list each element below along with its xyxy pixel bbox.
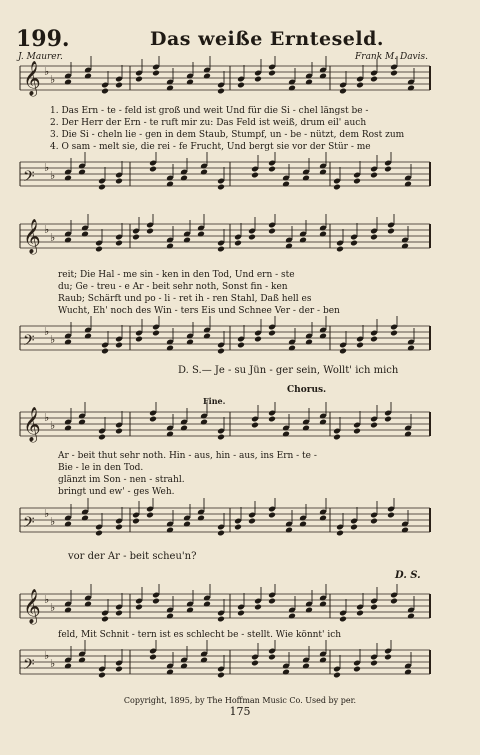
bass-clef-icon: 𝄢 [23, 656, 35, 677]
verse-line: Wucht, Eh' noch des Win - ters Eis und Schnee Ver - der - ben [58, 306, 340, 316]
verse-line: glänzt im Son - nen - strahl. [58, 475, 185, 485]
verse-line: Raub; Schärft und po - li - ret ih - ren Stahl, Daß hell es [58, 294, 312, 304]
note-head [152, 598, 160, 605]
note-head [336, 530, 344, 537]
note-head [115, 342, 123, 349]
flat-icon: ♭ [44, 325, 50, 338]
note-head [336, 246, 344, 253]
note-head [268, 166, 276, 173]
note-head [101, 616, 109, 623]
note-head [356, 610, 364, 617]
flat-icon: ♭ [44, 161, 50, 174]
note-head [237, 82, 245, 89]
note-head [251, 422, 259, 429]
treble-clef-icon: 𝄞 [23, 61, 41, 96]
verse-line: bringt und ew' - ges Weh. [58, 487, 175, 497]
verse-line: du; Ge - treu - e Ar - beit sehr noth, Sonst fin - ken [58, 282, 288, 292]
note-head [251, 172, 259, 179]
staff-bass-1 [0, 152, 480, 200]
note-head [149, 654, 157, 661]
note-head [101, 88, 109, 95]
note-head [333, 184, 341, 191]
note-head [356, 82, 364, 89]
staff-treble-1 [0, 56, 480, 104]
note-head [217, 672, 225, 679]
note-head [115, 610, 123, 617]
note-head [356, 342, 364, 349]
note-head [217, 88, 225, 95]
flat-icon: ♭ [50, 601, 56, 614]
note-head [115, 240, 123, 247]
staff-bass-2 [0, 316, 480, 364]
composer: Frank M. Davis. [355, 52, 428, 62]
note-head [237, 610, 245, 617]
verse-line: reit; Die Hal - me sin - ken in den Tod, Und ern - ste [58, 270, 295, 280]
note-head [353, 178, 361, 185]
note-head [353, 666, 361, 673]
note-head [387, 228, 395, 235]
note-head [370, 422, 378, 429]
note-head [146, 228, 154, 235]
note-head [237, 342, 245, 349]
note-head [149, 416, 157, 423]
note-head [149, 166, 157, 173]
note-head [248, 518, 256, 525]
note-head [370, 604, 378, 611]
verse-line: 1. Das Ern - te - feld ist groß und weit Und für die Si - chel längst be - [50, 106, 369, 116]
note-head [95, 530, 103, 537]
chorus-lower-line: vor der Ar - beit scheu'n? [68, 551, 197, 562]
note-head [152, 70, 160, 77]
staff-treble-4 [0, 584, 480, 634]
flat-icon: ♭ [50, 657, 56, 670]
bass-clef-icon: 𝄢 [23, 168, 35, 189]
staff-bass-3 [0, 498, 480, 550]
note-head [135, 336, 143, 343]
note-head [390, 70, 398, 77]
staff-bass-4 [0, 640, 480, 692]
note-head [254, 604, 262, 611]
flat-icon: ♭ [50, 73, 56, 86]
fine-label: Fine. [203, 396, 226, 406]
note-head [248, 234, 256, 241]
note-head [353, 428, 361, 435]
treble-clef-icon: 𝄞 [23, 219, 41, 254]
note-head [115, 524, 123, 531]
note-head [152, 330, 160, 337]
note-head [268, 70, 276, 77]
note-head [234, 524, 242, 531]
note-head [217, 434, 225, 441]
hymn-number: 199. [16, 26, 70, 52]
note-head [339, 88, 347, 95]
flat-icon: ♭ [50, 231, 56, 244]
note-head [268, 512, 276, 519]
note-head [370, 172, 378, 179]
note-head [333, 672, 341, 679]
bass-clef-icon: 𝄢 [23, 514, 35, 535]
ds-mark: D. S. [395, 570, 421, 581]
flat-icon: ♭ [44, 411, 50, 424]
flat-icon: ♭ [50, 333, 56, 346]
note-head [370, 660, 378, 667]
verse-line: 2. Der Herr der Ern - te ruft mir zu: Das Feld ist weiß, drum eil' auch [50, 118, 367, 128]
note-head [95, 246, 103, 253]
verse-line: 4. O sam - melt sie, die rei - fe Frucht, Und bergt sie vor der Stür - me [50, 142, 371, 152]
note-head [390, 598, 398, 605]
note-head [217, 348, 225, 355]
treble-clef-icon: 𝄞 [23, 589, 41, 624]
note-head [370, 76, 378, 83]
note-head [333, 434, 341, 441]
note-head [268, 598, 276, 605]
flat-icon: ♭ [50, 515, 56, 528]
note-head [339, 348, 347, 355]
note-head [387, 512, 395, 519]
note-head [217, 616, 225, 623]
note-head [234, 240, 242, 247]
page-number: 175 [229, 705, 251, 718]
chorus-label: Chorus. [287, 385, 327, 395]
flat-icon: ♭ [44, 223, 50, 236]
copyright-notice: Copyright, 1895, by The Hoffman Music Co. Used by per. [123, 696, 357, 705]
note-head [268, 330, 276, 337]
note-head [254, 336, 262, 343]
ds-line: D. S.— Je - su Jün - ger sein, Wollt' ich mich [178, 365, 399, 376]
hymn-title: Das weiße Ernteseld. [150, 28, 384, 50]
flat-icon: ♭ [50, 419, 56, 432]
note-head [132, 234, 140, 241]
staff-treble-3 [0, 402, 480, 452]
note-head [350, 524, 358, 531]
note-head [217, 246, 225, 253]
verse-line: Ar - beit thut sehr noth. Hin - aus, hin - aus, ins Ern - te - [58, 451, 317, 461]
note-head [384, 416, 392, 423]
note-head [350, 240, 358, 247]
flat-icon: ♭ [44, 649, 50, 662]
note-head [390, 330, 398, 337]
note-head [384, 654, 392, 661]
note-head [98, 434, 106, 441]
flat-icon: ♭ [50, 169, 56, 182]
note-head [115, 428, 123, 435]
note-head [370, 234, 378, 241]
note-head [370, 518, 378, 525]
note-head [339, 616, 347, 623]
note-head [268, 228, 276, 235]
note-head [268, 654, 276, 661]
flat-icon: ♭ [44, 507, 50, 520]
staff-treble-2 [0, 214, 480, 266]
flat-icon: ♭ [44, 65, 50, 78]
note-head [101, 348, 109, 355]
note-head [370, 336, 378, 343]
note-head [98, 672, 106, 679]
note-head [146, 512, 154, 519]
verse-line: feld, Mit Schnit - tern ist es schlecht be - stellt. Wie könnt' ich [58, 630, 342, 640]
note-head [384, 166, 392, 173]
note-head [132, 518, 140, 525]
note-head [135, 76, 143, 83]
flat-icon: ♭ [44, 593, 50, 606]
note-head [115, 666, 123, 673]
note-head [115, 82, 123, 89]
note-head [115, 178, 123, 185]
note-head [217, 184, 225, 191]
bass-clef-icon: 𝄢 [23, 332, 35, 353]
lyricist: J. Maurer. [18, 52, 63, 62]
verse-line: 3. Die Si - cheln lie - gen in dem Staub, Stumpf, un - be - nützt, dem Rost zum [50, 130, 405, 140]
note-head [135, 604, 143, 611]
note-head [98, 184, 106, 191]
note-head [251, 660, 259, 667]
note-head [217, 530, 225, 537]
treble-clef-icon: 𝄞 [23, 407, 41, 442]
note-head [254, 76, 262, 83]
verse-line: Bie - le in den Tod. [58, 463, 144, 473]
note-head [268, 416, 276, 423]
